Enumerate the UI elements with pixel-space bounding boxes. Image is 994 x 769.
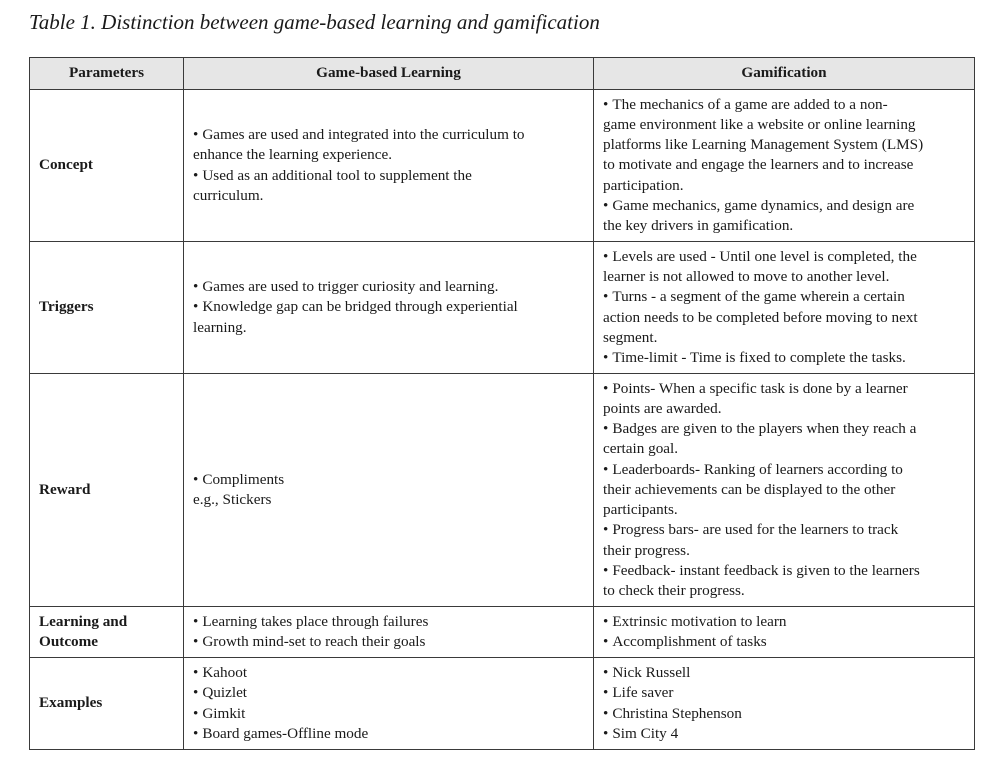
gamification-cell <box>594 242 975 374</box>
bullet-item: • Used as an additional tool to supplement the <box>193 166 593 186</box>
bullet-item: • Badges are given to the players when they reach a <box>603 419 974 439</box>
text-line: segment. <box>603 328 658 346</box>
game-based-learning-cell <box>184 607 594 658</box>
table-row <box>30 90 975 242</box>
bullet-item: • Growth mind-set to reach their goals <box>193 632 593 652</box>
bullet-item: • Quizlet <box>193 683 593 703</box>
bullet-item: • Turns - a segment of the game wherein a certain <box>603 287 974 307</box>
bullet-item: • Kahoot <box>193 663 593 683</box>
parameter-label: Learning and <box>39 612 128 630</box>
comparison-table <box>29 57 975 750</box>
game-based-learning-cell <box>184 658 594 750</box>
table-row <box>30 374 975 607</box>
bullet-item: • Levels are used - Until one level is completed, the <box>603 247 974 267</box>
bullet-item: • Sim City 4 <box>603 724 974 744</box>
bullet-item: • Life saver <box>603 683 974 703</box>
bullet-item: • Leaderboards- Ranking of learners according to <box>603 460 974 480</box>
bullet-item: • Accomplishment of tasks <box>603 632 974 652</box>
table-caption: Table 1. Distinction between game-based learning and gamification <box>29 10 600 34</box>
game-based-learning-cell <box>184 90 594 242</box>
bullet-item: • Feedback- instant feedback is given to the learners <box>603 561 974 581</box>
gamification-cell <box>594 607 975 658</box>
gamification-cell <box>594 374 975 607</box>
text-line: enhance the learning experience. <box>193 146 393 164</box>
text-line: learning. <box>193 318 247 336</box>
parameter-cell <box>30 242 184 374</box>
bullet-item: • Knowledge gap can be bridged through experiential <box>193 297 593 317</box>
text-line: their achievements can be displayed to the other <box>603 480 896 498</box>
header-game-based-learning: Game-based Learning <box>184 58 594 90</box>
parameter-label: Triggers <box>39 298 94 316</box>
bullet-item: • Time-limit - Time is fixed to complete the tasks. <box>603 348 974 368</box>
bullet-item: • Progress bars- are used for the learners to track <box>603 520 974 540</box>
text-line: the key drivers in gamification. <box>603 217 794 234</box>
parameter-cell <box>30 607 184 658</box>
parameter-cell <box>30 90 184 242</box>
text-line: game environment like a website or online learning <box>603 115 916 133</box>
gamification-cell <box>594 658 975 750</box>
text-line: platforms like Learning Management System (LMS) <box>603 136 924 154</box>
bullet-item: • Gimkit <box>193 704 593 724</box>
text-line: learner is not allowed to move to another level. <box>603 268 890 286</box>
bullet-item: • Christina Stephenson <box>603 704 974 724</box>
gamification-cell <box>594 90 975 242</box>
text-line: e.g., Stickers <box>193 491 272 508</box>
table-body <box>30 90 975 750</box>
table-header-row <box>30 58 975 90</box>
header-gamification: Gamification <box>594 58 975 90</box>
bullet-item: • Extrinsic motivation to learn <box>603 612 974 632</box>
table-row <box>30 242 975 374</box>
text-line: points are awarded. <box>603 400 722 418</box>
text-line: their progress. <box>603 541 690 559</box>
parameter-label: Reward <box>39 480 91 498</box>
bullet-item: • Learning takes place through failures <box>193 612 593 632</box>
parameter-label: Outcome <box>39 633 99 650</box>
bullet-item: • Games are used and integrated into the curriculum to <box>193 125 593 145</box>
text-line: to motivate and engage the learners and to increase <box>603 156 914 174</box>
text-line: participation. <box>603 176 684 194</box>
bullet-item: • Compliments <box>193 470 593 490</box>
game-based-learning-cell <box>184 242 594 374</box>
text-line: to check their progress. <box>603 581 745 599</box>
table-row <box>30 607 975 658</box>
parameter-label: Concept <box>39 156 93 174</box>
text-line: curriculum. <box>193 186 264 204</box>
game-based-learning-cell <box>184 374 594 607</box>
parameter-cell <box>30 658 184 750</box>
text-line: action needs to be completed before moving to next <box>603 308 918 326</box>
bullet-item: • The mechanics of a game are added to a non- <box>603 95 974 115</box>
parameter-cell <box>30 374 184 607</box>
bullet-item: • Board games-Offline mode <box>193 724 593 744</box>
bullet-item: • Points- When a specific task is done by a learner <box>603 379 974 399</box>
text-line: participants. <box>603 501 678 519</box>
parameter-label: Examples <box>39 694 103 712</box>
bullet-item: • Game mechanics, game dynamics, and design are <box>603 196 974 216</box>
table-row <box>30 658 975 750</box>
bullet-item: • Nick Russell <box>603 663 974 683</box>
header-parameters: Parameters <box>30 58 184 90</box>
text-line: certain goal. <box>603 440 679 458</box>
bullet-item: • Games are used to trigger curiosity and learning. <box>193 277 593 297</box>
